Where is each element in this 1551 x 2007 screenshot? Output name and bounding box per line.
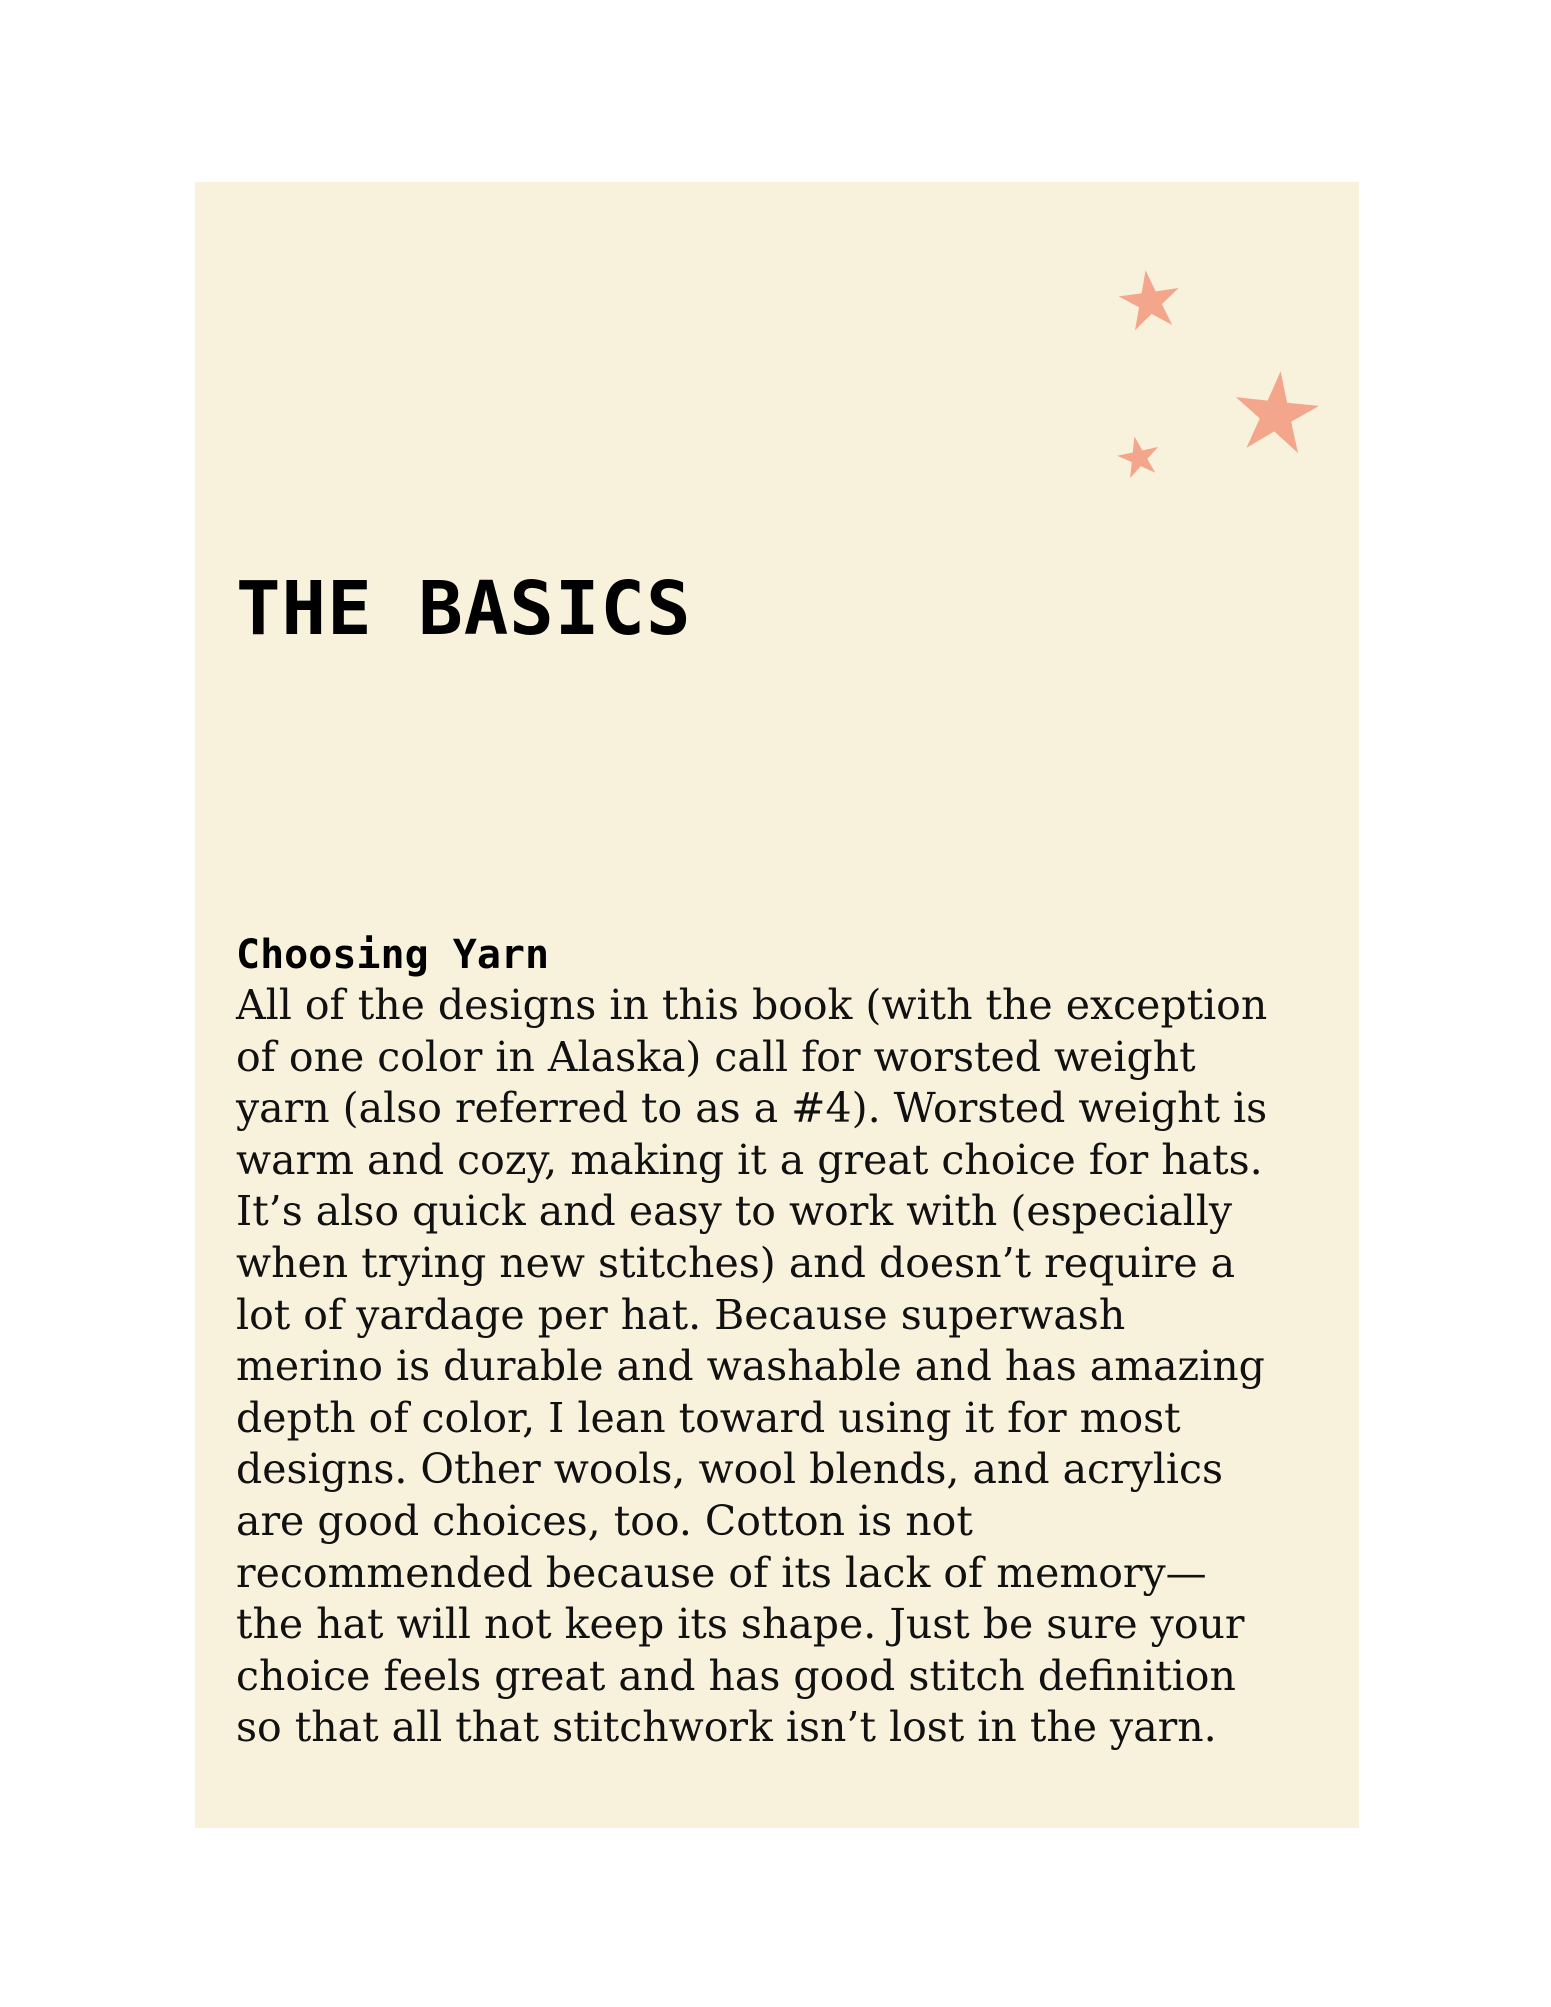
body-line: so that all that stitchwork isn’t lost in the yarn. bbox=[236, 1703, 1217, 1752]
page-title: THE BASICS bbox=[236, 566, 692, 652]
choosing-yarn-section bbox=[236, 930, 1336, 1754]
star-icon bbox=[1115, 266, 1183, 332]
body-line: are good choices, too. Cotton is not bbox=[236, 1496, 973, 1545]
star-icon bbox=[1114, 432, 1163, 480]
stars-decoration bbox=[195, 182, 1359, 582]
page-panel bbox=[195, 182, 1359, 1828]
body-line: of one color in Alaska) call for worsted weight bbox=[236, 1032, 1196, 1081]
section-heading: Choosing Yarn bbox=[236, 932, 550, 978]
star-icon bbox=[1231, 367, 1322, 455]
body-line: merino is durable and washable and has amazing bbox=[236, 1342, 1265, 1391]
body-paragraph bbox=[236, 980, 1336, 1754]
body-line: when trying new stitches) and doesn’t require a bbox=[236, 1238, 1236, 1287]
body-line: It’s also quick and easy to work with (especially bbox=[236, 1187, 1233, 1236]
body-line: designs. Other wools, wool blends, and acrylics bbox=[236, 1445, 1224, 1494]
body-line: choice feels great and has good stitch definition bbox=[236, 1651, 1236, 1700]
body-line: the hat will not keep its shape. Just be sure your bbox=[236, 1600, 1245, 1649]
body-line: recommended because of its lack of memory— bbox=[236, 1548, 1207, 1597]
body-line: depth of color, I lean toward using it for most bbox=[236, 1393, 1181, 1442]
body-line: lot of yardage per hat. Because superwash bbox=[236, 1290, 1126, 1339]
body-line: All of the designs in this book (with the exception bbox=[236, 981, 1268, 1029]
body-line: warm and cozy, making it a great choice for hats. bbox=[236, 1135, 1263, 1184]
body-line: yarn (also referred to as a #4). Worsted weight is bbox=[236, 1084, 1268, 1133]
